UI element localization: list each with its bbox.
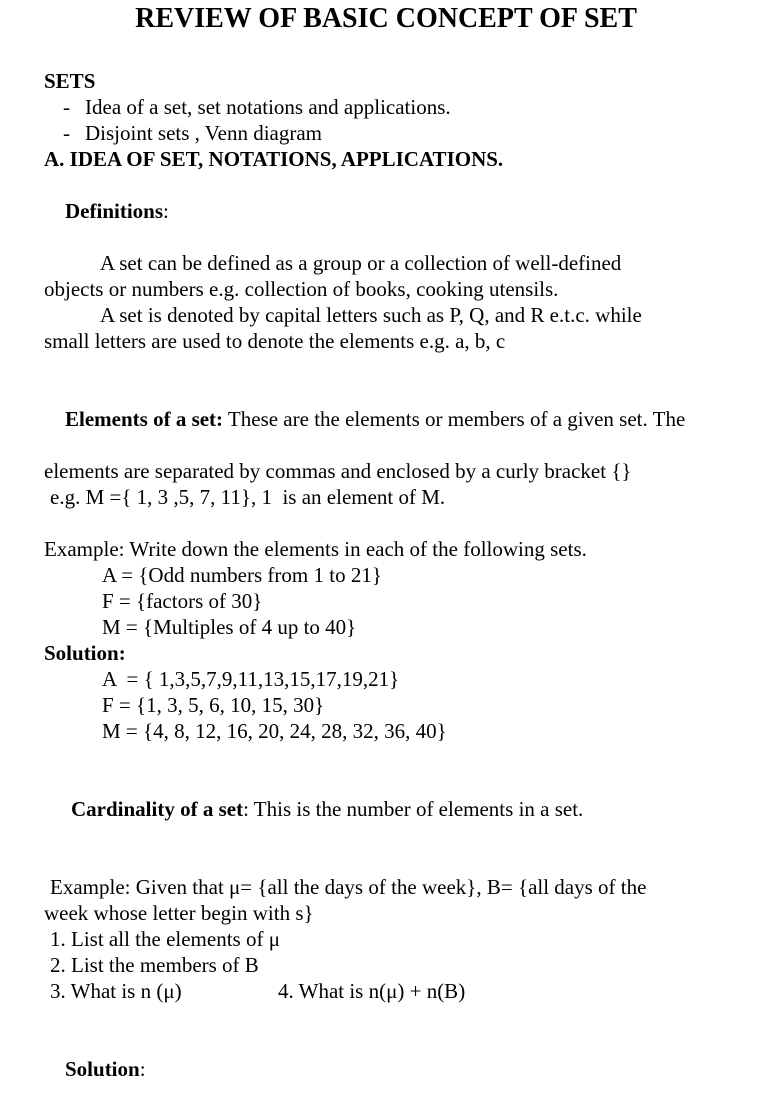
elements-paragraph-line-2: elements are separated by commas and enclosed by a curly bracket {} [44, 459, 632, 483]
solution2-heading [44, 1030, 728, 1108]
bullet-item-text: Idea of a set, set notations and applications. [85, 95, 451, 119]
document-title: REVIEW OF BASIC CONCEPT OF SET [135, 3, 637, 34]
bullet-item-2 [63, 120, 728, 146]
definition-paragraph-1-line-2: objects or numbers e.g. collection of books, cooking utensils. [44, 277, 559, 301]
definition-paragraph-1-line-1: A set can be defined as a group or a collection of well-defined [100, 251, 622, 275]
cardinality-colon: : [243, 797, 249, 821]
definition-paragraph-2-line-2: small letters are used to denote the elements e.g. a, b, c [44, 329, 506, 353]
sets-heading: SETS [44, 69, 96, 93]
example1-set-a: A = {Odd numbers from 1 to 21} [102, 563, 382, 587]
definitions-label: Definitions [65, 199, 164, 223]
definitions-colon: : [163, 199, 169, 223]
example2-line-2: week whose letter begin with s} [44, 901, 314, 925]
example1-set-m: M = {Multiples of 4 up to 40} [102, 615, 357, 639]
cardinality-text: This is the number of elements in a set. [248, 797, 584, 821]
section-a-heading: A. IDEA OF SET, NOTATIONS, APPLICATIONS. [44, 147, 504, 171]
elements-paragraph-line-1 [44, 380, 728, 458]
example2-question-2: 2. List the members of B [50, 953, 259, 977]
example2-line-1: Example: Given that μ= {all the days of the week}, B= {all days of the [50, 875, 647, 899]
solution1-set-f: F = {1, 3, 5, 6, 10, 15, 30} [102, 693, 325, 717]
cardinality-paragraph [50, 770, 728, 848]
bullet-item-1 [63, 94, 728, 120]
solution2-colon: : [139, 1057, 146, 1081]
definition-paragraph-2-line-1: A set is denoted by capital letters such as P, Q, and R e.t.c. while [100, 303, 642, 327]
example2-question-4: 4. What is n(μ) + n(B) [278, 979, 466, 1003]
solution1-set-m: M = {4, 8, 12, 16, 20, 24, 28, 32, 36, 40} [102, 719, 447, 743]
example1-set-f: F = {factors of 30} [102, 589, 263, 613]
example2-question-1: 1. List all the elements of μ [50, 927, 280, 951]
dash-bullet-marker: - [63, 121, 70, 145]
cardinality-label: Cardinality of a set [71, 797, 244, 821]
elements-example-line: e.g. M ={ 1, 3 ,5, 7, 11}, 1 is an element of M. [50, 485, 446, 509]
example2-question-3: 3. What is n (μ) [50, 979, 182, 1003]
example2-question-row [50, 978, 728, 1004]
bullet-item-text: Disjoint sets , Venn diagram [85, 121, 323, 145]
definitions-heading [44, 172, 728, 250]
example1-intro: Example: Write down the elements in each of the following sets. [44, 537, 587, 561]
solution1-heading: Solution: [44, 641, 126, 665]
dash-bullet-marker: - [63, 95, 70, 119]
elements-text: These are the elements or members of a given set. The [223, 407, 686, 431]
elements-label: Elements of a set: [65, 407, 224, 431]
solution1-set-a: A = { 1,3,5,7,9,11,13,15,17,19,21} [102, 667, 400, 691]
solution2-label: Solution [65, 1057, 140, 1081]
